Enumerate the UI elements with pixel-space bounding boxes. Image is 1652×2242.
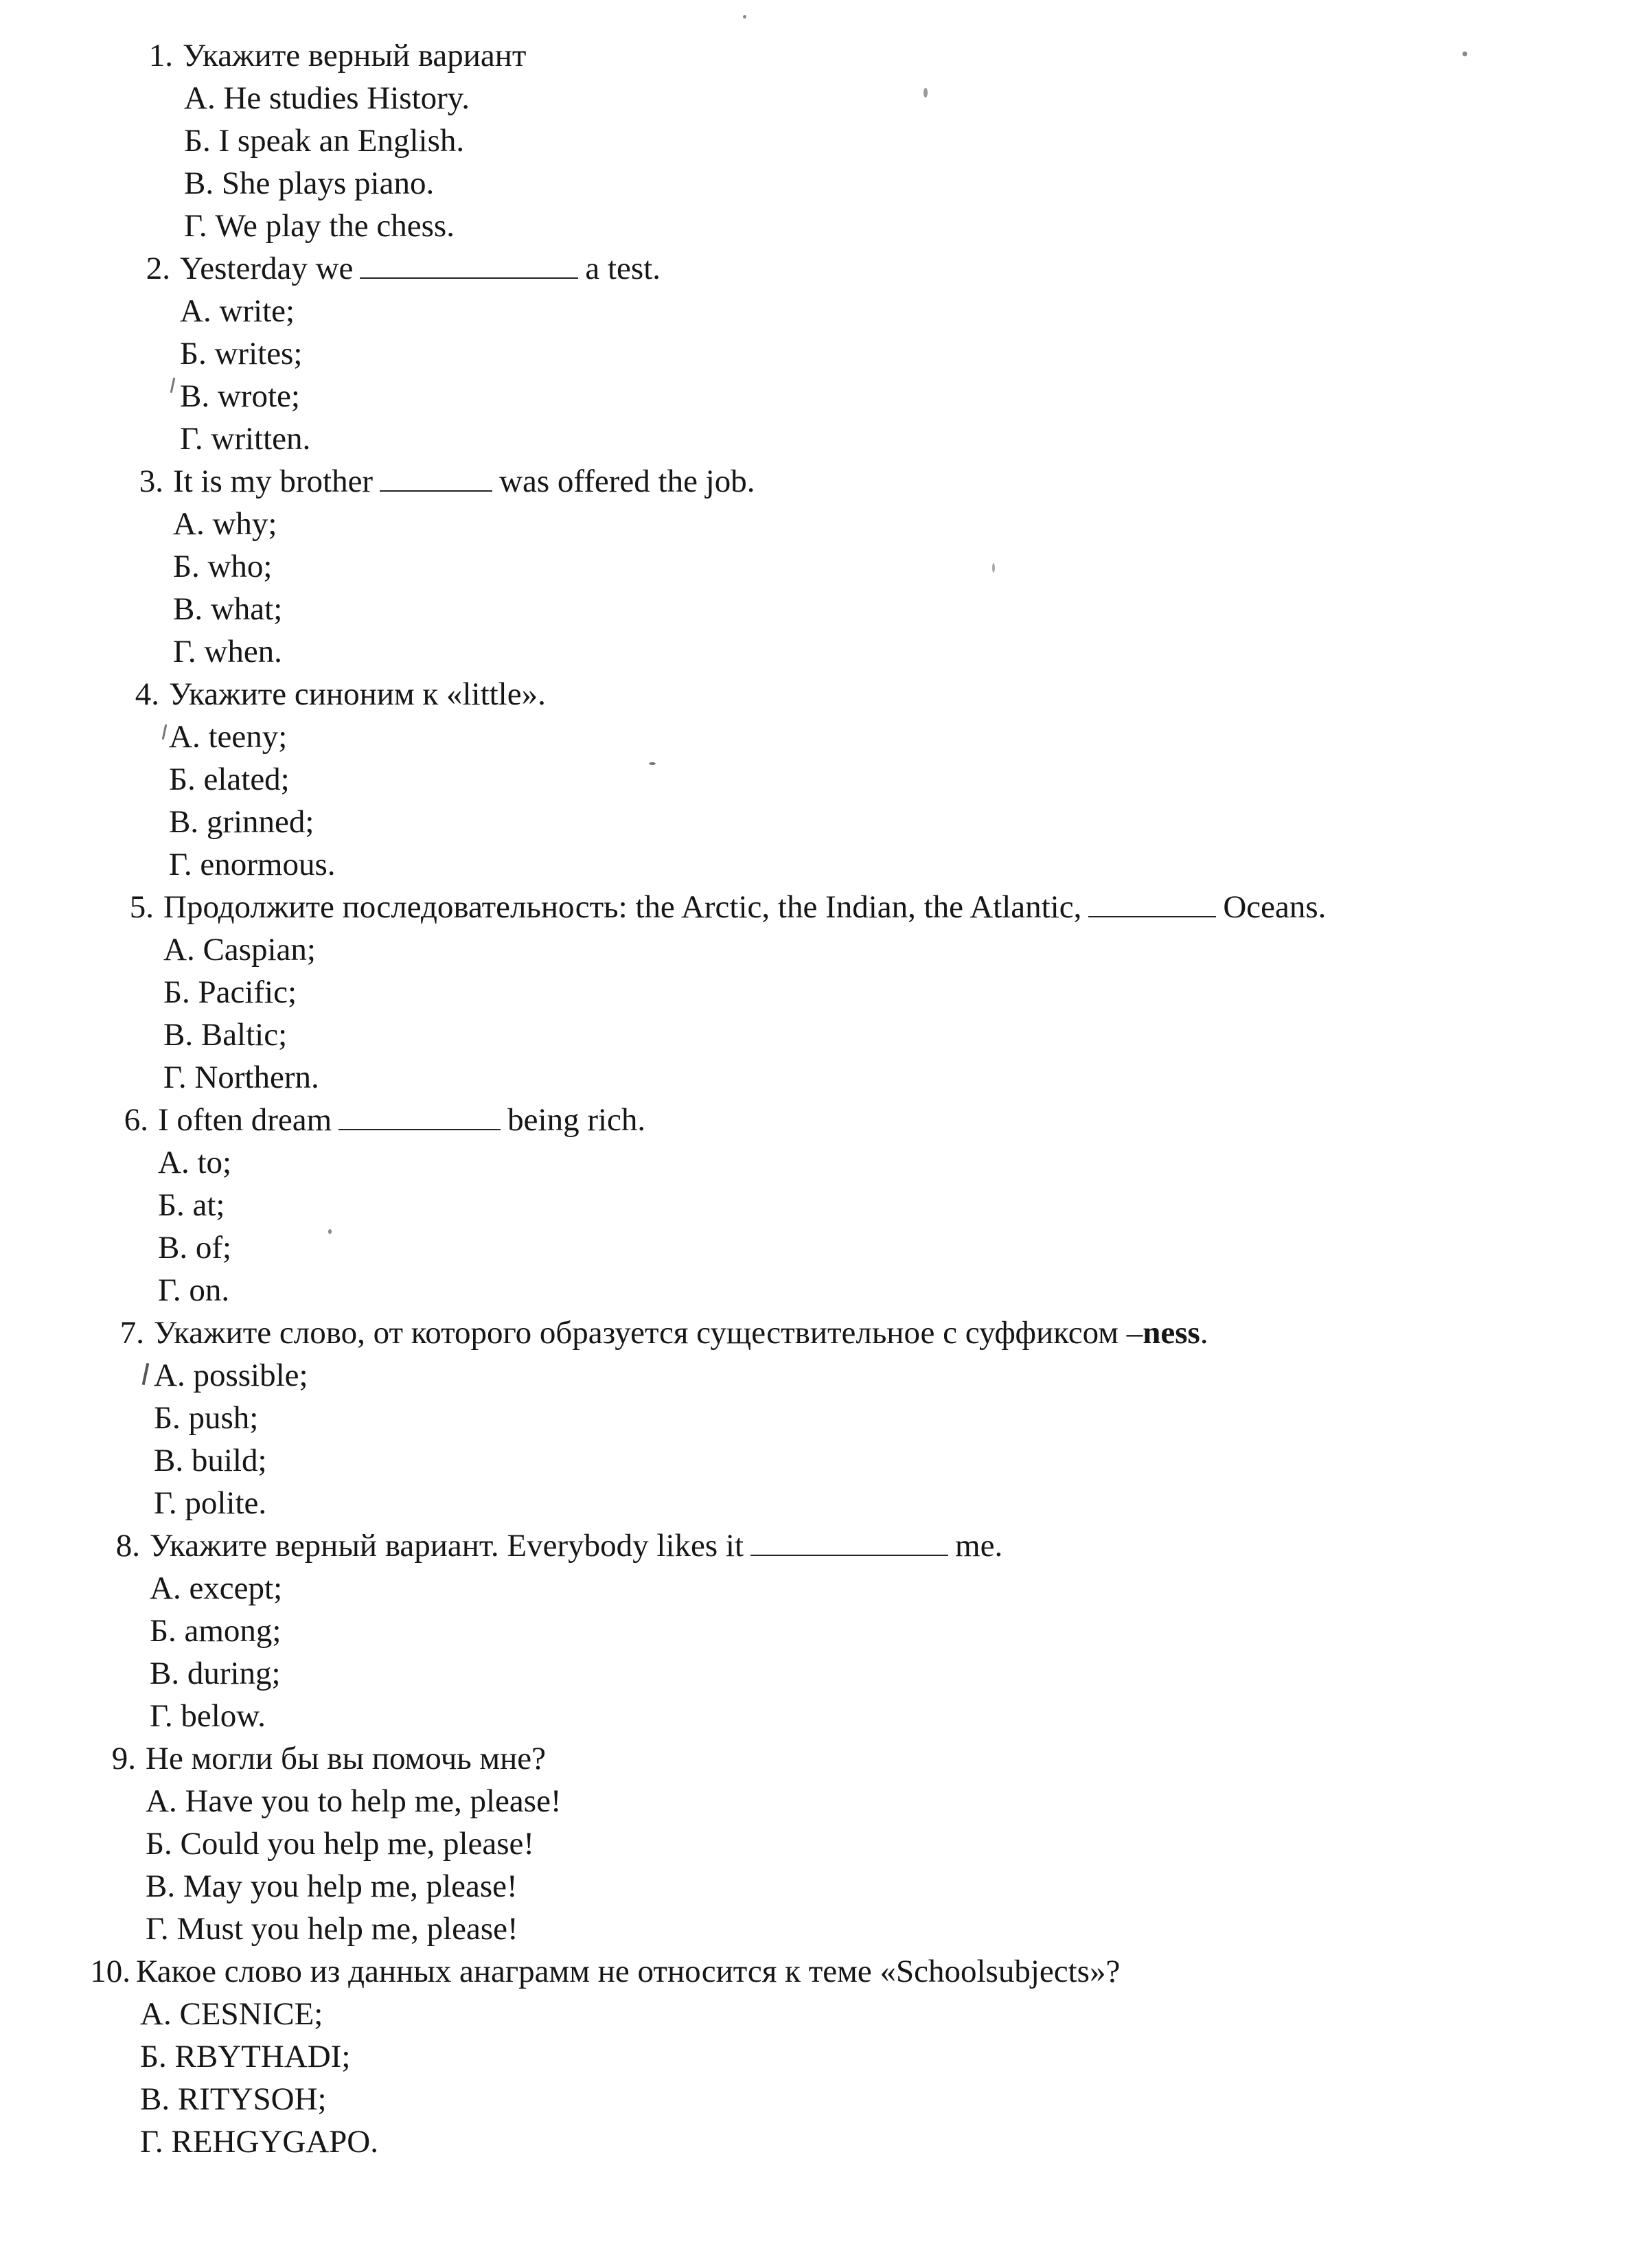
question-10 bbox=[81, 1950, 1120, 2163]
scan-speck bbox=[992, 563, 995, 573]
option-b: Б. Pacific; bbox=[163, 974, 297, 1010]
question-text-end: me. bbox=[955, 1528, 1003, 1564]
question-number: 8. bbox=[115, 1528, 140, 1564]
option-b: Б. at; bbox=[158, 1187, 225, 1223]
option-b: Б. who; bbox=[173, 549, 273, 584]
option-b: Б. RBYTHADI; bbox=[140, 2039, 351, 2074]
question-4 bbox=[110, 673, 546, 886]
question-text: Укажите синоним к «little». bbox=[169, 676, 546, 712]
question-number: 5. bbox=[129, 889, 154, 925]
question-8 bbox=[91, 1524, 1002, 1737]
option-b: Б. Could you help me, please! bbox=[146, 1826, 535, 1862]
option-v: В. RITYSOH; bbox=[140, 2081, 327, 2117]
option-v: В. what; bbox=[173, 591, 283, 627]
option-g: Г. Must you help me, please! bbox=[146, 1911, 518, 1947]
question-text-end: a test. bbox=[585, 251, 661, 286]
suffix-ness: ness bbox=[1143, 1315, 1200, 1351]
question-text: It is my brother bbox=[173, 464, 374, 499]
question-number: 7. bbox=[119, 1315, 144, 1351]
option-b: Б. among; bbox=[150, 1613, 282, 1649]
option-a: А. except; bbox=[150, 1570, 283, 1606]
option-a: А. teeny; bbox=[169, 719, 288, 755]
option-v: В. wrote; bbox=[180, 378, 300, 414]
option-g: Г. written. bbox=[180, 421, 311, 457]
scan-speck bbox=[649, 762, 656, 765]
option-g: Г. polite. bbox=[154, 1485, 267, 1521]
option-g: Г. below. bbox=[150, 1698, 266, 1734]
option-v: В. Baltic; bbox=[163, 1017, 288, 1053]
option-g: Г. We play the chess. bbox=[184, 208, 455, 244]
option-v: В. She plays piano. bbox=[184, 165, 435, 201]
option-a: А. write; bbox=[180, 293, 295, 329]
question-number: 6. bbox=[124, 1102, 148, 1138]
question-text: Укажите верный вариант bbox=[183, 38, 527, 73]
scan-speck bbox=[923, 88, 928, 98]
option-v: В. build; bbox=[154, 1443, 267, 1478]
option-a: А. Caspian; bbox=[163, 932, 316, 968]
option-a: А. to; bbox=[158, 1145, 232, 1180]
question-number: 9. bbox=[111, 1741, 136, 1776]
question-text-end: was offered the job. bbox=[499, 464, 755, 499]
question-number: 3. bbox=[139, 464, 163, 499]
option-a: А. Have you to help me, please! bbox=[146, 1783, 562, 1819]
question-2 bbox=[121, 247, 661, 460]
question-text: Укажите верный вариант. Everybody likes it bbox=[150, 1528, 744, 1564]
answer-blank bbox=[1088, 895, 1216, 917]
question-text: Укажите слово, от которого образуется существительное с суффиксом – bbox=[154, 1315, 1143, 1351]
question-text-end: Oceans. bbox=[1223, 889, 1327, 925]
option-b: Б. writes; bbox=[180, 336, 303, 371]
question-number: 2. bbox=[146, 251, 170, 286]
answer-blank bbox=[380, 470, 492, 492]
option-g: Г. enormous. bbox=[169, 847, 336, 882]
question-6 bbox=[99, 1099, 645, 1312]
option-g: Г. on. bbox=[158, 1272, 230, 1308]
answer-blank bbox=[750, 1534, 948, 1556]
option-a: А. He studies History. bbox=[184, 80, 470, 116]
option-v: В. of; bbox=[158, 1230, 232, 1266]
answer-blank bbox=[360, 257, 578, 279]
question-5 bbox=[104, 886, 1326, 1099]
question-text: Не могли бы вы помочь мне? bbox=[146, 1741, 547, 1776]
question-number: 10. bbox=[90, 1954, 130, 1989]
question-3 bbox=[114, 460, 755, 673]
scan-speck bbox=[1462, 52, 1467, 56]
option-b: Б. elated; bbox=[169, 762, 290, 797]
option-b: Б. I speak an English. bbox=[184, 123, 465, 159]
scan-speck bbox=[328, 1229, 332, 1234]
question-7 bbox=[95, 1312, 1208, 1524]
option-g: Г. when. bbox=[173, 634, 282, 670]
option-v: В. during; bbox=[150, 1656, 281, 1691]
question-text-end: being rich. bbox=[507, 1102, 646, 1138]
question-number: 1. bbox=[148, 38, 173, 73]
question-text: Yesterday we bbox=[180, 251, 354, 286]
question-9 bbox=[87, 1737, 562, 1950]
question-text: I often dream bbox=[158, 1102, 332, 1138]
question-1 bbox=[124, 34, 526, 247]
option-a: А. why; bbox=[173, 506, 277, 542]
option-v: В. May you help me, please! bbox=[146, 1868, 518, 1904]
option-b: Б. push; bbox=[154, 1400, 259, 1436]
option-a: А. CESNICE; bbox=[140, 1996, 323, 2032]
option-a: А. possible; bbox=[154, 1358, 308, 1393]
question-text-end: . bbox=[1200, 1315, 1208, 1351]
option-v: В. grinned; bbox=[169, 804, 314, 840]
answer-blank bbox=[339, 1108, 501, 1130]
question-text: Продолжите последовательность: the Arctic, the Indian, the Atlantic, bbox=[163, 889, 1082, 925]
option-g: Г. Northern. bbox=[163, 1060, 319, 1095]
question-text: Какое слово из данных анаграмм не относится к теме «Schoolsubjects»? bbox=[136, 1954, 1121, 1989]
option-g: Г. REHGYGAPO. bbox=[140, 2124, 378, 2160]
question-number: 4. bbox=[135, 676, 159, 712]
scan-speck bbox=[743, 15, 746, 19]
